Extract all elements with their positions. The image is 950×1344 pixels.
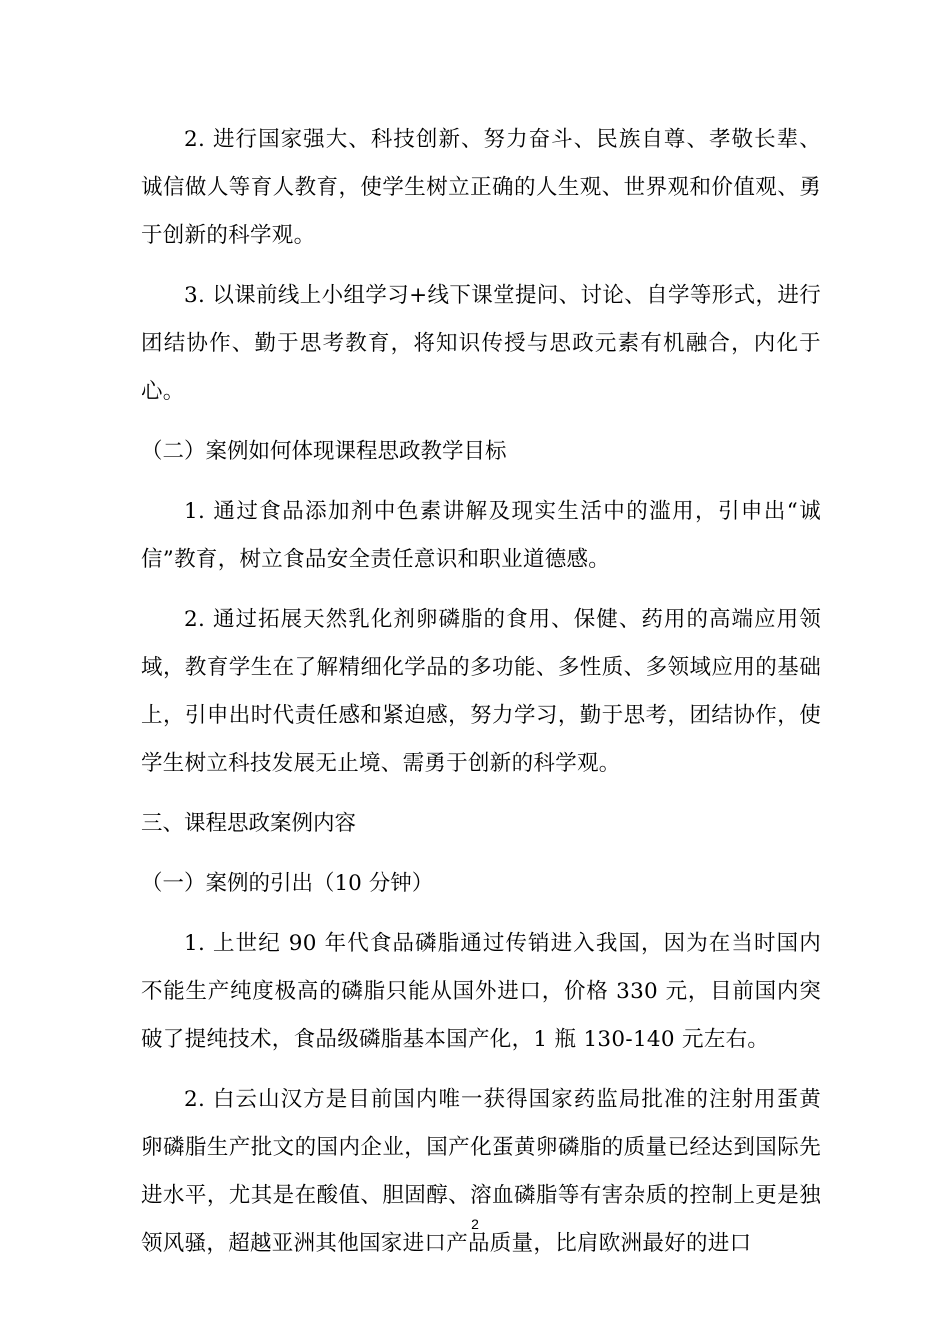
paragraph-intro-1: 1. 上世纪 90 年代食品磷脂通过传销进入我国，因为在当时国内不能生产纯度极高的磷脂只能从国外进口，价格 330 元，目前国内突破了提纯技术，食品级磷脂基本国产化，1 瓶 130-140 元左右。 — [141, 931, 821, 1052]
paragraph-intro-2: 2. 白云山汉方是目前国内唯一获得国家药监局批准的注射用蛋黄卵磷脂生产批文的国内企业，国产化蛋黄卵磷脂的质量已经达到国际先进水平，尤其是在酸值、胆固醇、溶血磷脂等有害杂质的控制上更是独领风骚，超越亚洲其他国家进口产品质量，比肩欧洲最好的进口 — [141, 1087, 821, 1256]
paragraph-case-2: 2. 通过拓展天然乳化剂卵磷脂的食用、保健、药用的高端应用领域，教育学生在了解精细化学品的多功能、多性质、多领域应用的基础上，引申出时代责任感和紧迫感，努力学习，勤于思考，团结协作，使学生树立科技发展无止境、需勇于创新的科学观。 — [141, 607, 821, 776]
paragraph-case-1: 1. 通过食品添加剂中色素讲解及现实生活中的滥用，引申出“诚信”教育，树立食品安全责任意识和职业道德感。 — [141, 499, 821, 572]
page-content — [141, 116, 821, 1280]
paragraph-goal-2: 2. 进行国家强大、科技创新、努力奋斗、民族自尊、孝敬长辈、诚信做人等育人教育，使学生树立正确的人生观、世界观和价值观、勇于创新的科学观。 — [141, 127, 821, 248]
subheading-case-intro: （一）案例的引出（10 分钟） — [141, 871, 434, 896]
subheading-case-goals: （二）案例如何体现课程思政教学目标 — [141, 439, 507, 464]
page-number: 2 — [471, 1216, 479, 1232]
section-heading-case-content: 三、课程思政案例内容 — [141, 811, 357, 836]
paragraph-goal-3: 3. 以课前线上小组学习+线下课堂提问、讨论、自学等形式，进行团结协作、勤于思考教育，将知识传授与思政元素有机融合，内化于心。 — [141, 283, 821, 404]
